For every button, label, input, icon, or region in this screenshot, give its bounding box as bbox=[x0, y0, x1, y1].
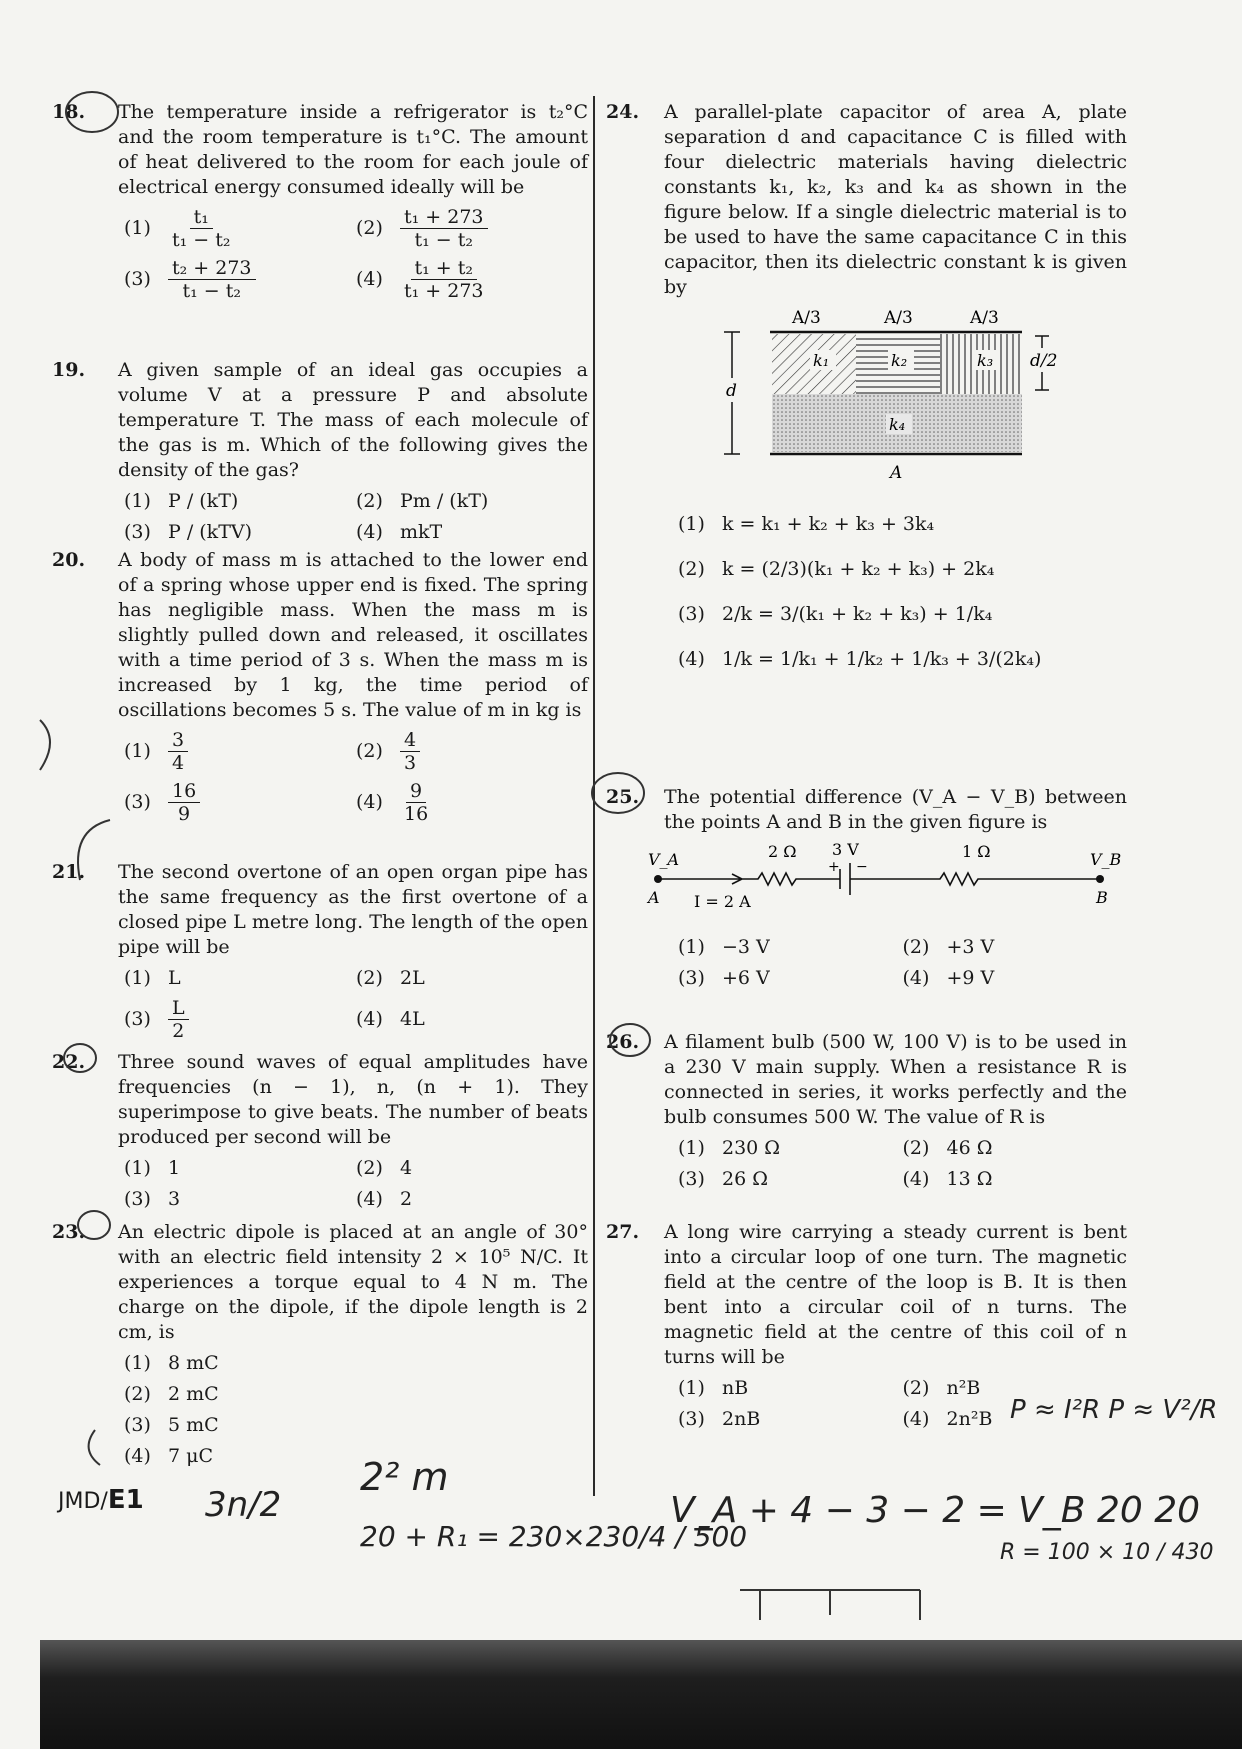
option-2: (2) Pm / (kT) bbox=[356, 490, 489, 512]
circle-mark bbox=[610, 1024, 650, 1056]
handwritten-note: 3n/2 bbox=[205, 1485, 282, 1525]
option-3: (3) $\frac{L}{2}$ bbox=[124, 997, 356, 1042]
option-3: (3) $\frac{\text{t₂ + 273}}{\text{t₁ − t₂}}$ bbox=[124, 257, 356, 302]
option-3: (3) 3 bbox=[124, 1188, 181, 1210]
pen-stroke bbox=[89, 1430, 100, 1465]
paper-code: JMD/E1 bbox=[58, 1485, 144, 1515]
label-d: d bbox=[726, 381, 737, 401]
label-k1: k₁ bbox=[813, 351, 830, 370]
label-current: I = 2 A bbox=[694, 892, 751, 911]
label-vb: V_B bbox=[1090, 850, 1122, 869]
label-k2: k₂ bbox=[891, 351, 908, 370]
pen-stroke bbox=[78, 820, 110, 880]
label-r2: 1 Ω bbox=[962, 842, 991, 861]
question-number: 24. bbox=[606, 101, 640, 123]
option-1: (1) k = k₁ + k₂ + k₃ + 3k₄ bbox=[678, 513, 935, 535]
question-text: The second overtone of an open organ pipe has the same frequency as the first overtone of a closed pipe L metre long. The length of the open pipe will be bbox=[118, 861, 588, 958]
question-text: The potential difference (V_A − V_B) between the points A and B in the given figure is bbox=[664, 786, 1127, 833]
option-4: (4) mkT bbox=[356, 521, 443, 543]
option-3: (3) P / (kTV) bbox=[124, 521, 252, 543]
option-4: (4) 13 Ω bbox=[902, 1168, 993, 1190]
option-3: (3) $\frac{16}{9}$ bbox=[124, 780, 356, 825]
label-k4: k₄ bbox=[889, 415, 906, 434]
question-text: Three sound waves of equal amplitudes have frequencies (n − 1), n, (n + 1). They superimpose to give beats. The number of beats produced per second will be bbox=[118, 1051, 588, 1148]
option-2: (2) 2 mC bbox=[124, 1383, 219, 1405]
circle-mark bbox=[64, 1044, 96, 1072]
question-number: 27. bbox=[606, 1221, 640, 1243]
handwritten-note: P ≈ I²R P ≈ V²/R bbox=[1010, 1395, 1218, 1425]
option-4: (4) 2 bbox=[356, 1188, 413, 1210]
fraction: $\frac{16}{9}$ bbox=[168, 780, 200, 825]
handwritten-note: 20 + R₁ = 230×230/4 / 500 bbox=[360, 1520, 748, 1553]
fraction: $\frac{3}{4}$ bbox=[168, 729, 188, 774]
question-number: 26. bbox=[606, 1031, 640, 1053]
label-k3: k₃ bbox=[977, 351, 994, 370]
option-1: (1) L bbox=[124, 967, 181, 989]
handwritten-note: R = 100 × 10 / 430 bbox=[1000, 1540, 1214, 1565]
label-b: B bbox=[1096, 888, 1108, 907]
option-2: (2) $\frac{\text{t₁ + 273}}{\text{t₁ − t₂}}$ bbox=[356, 206, 588, 251]
label-a3-2: A/3 bbox=[884, 308, 913, 328]
option-1: (1) 1 bbox=[124, 1157, 181, 1179]
label-d2: d/2 bbox=[1030, 351, 1058, 371]
option-3: (3) 26 Ω bbox=[678, 1168, 768, 1190]
option-4: (4) 7 μC bbox=[124, 1445, 214, 1467]
label-plus: + bbox=[828, 859, 840, 875]
fraction: $\frac{L}{2}$ bbox=[168, 997, 189, 1042]
option-4: (4) 1/k = 1/k₁ + 1/k₂ + 1/k₃ + 3/(2k₄) bbox=[678, 648, 1042, 670]
circle-mark bbox=[592, 773, 644, 813]
question-text: A filament bulb (500 W, 100 V) is to be used in a 230 V main supply. When a resistance R is connected in series, it works perfectly and the bulb consumes 500 W. The value of R is bbox=[664, 1031, 1127, 1128]
option-3: (3) 2/k = 3/(k₁ + k₂ + k₃) + 1/k₄ bbox=[678, 603, 993, 625]
label-a3-1: A/3 bbox=[792, 308, 821, 328]
option-4: (4) $\frac{9}{16}$ bbox=[356, 780, 588, 825]
option-2: (2) +3 V bbox=[902, 936, 995, 958]
label-emf: 3 V bbox=[832, 840, 859, 859]
pen-stroke bbox=[40, 720, 50, 770]
label-va: V_A bbox=[648, 850, 680, 869]
question-number: 21. bbox=[52, 861, 86, 883]
option-1: (1) P / (kT) bbox=[124, 490, 239, 512]
scan-edge bbox=[40, 1640, 1242, 1749]
question-number: 25. bbox=[606, 786, 640, 808]
circle-mark bbox=[78, 1211, 110, 1239]
fraction: $\frac{\text{t₁ + t₂}}{\text{t₁ + 273}}$ bbox=[404, 257, 484, 302]
question-number: 20. bbox=[52, 549, 86, 571]
pen-stroke bbox=[740, 1590, 920, 1620]
option-1: (1) $\frac{3}{4}$ bbox=[124, 729, 356, 774]
option-2: (2) $\frac{4}{3}$ bbox=[356, 729, 588, 774]
fraction: $\frac{9}{16}$ bbox=[404, 780, 429, 825]
fraction: $\frac{\text{t₂ + 273}}{\text{t₁ − t₂}}$ bbox=[168, 257, 256, 302]
label-a: A bbox=[648, 888, 660, 907]
question-number: 23. bbox=[52, 1221, 86, 1243]
question-text: A parallel-plate capacitor of area A, plate separation d and capacitance C is filled with four dielectric materials having dielectric constants k₁, k₂, k₃ and k₄ as shown in the figure below. If a single dielectric material is to be used to have the same capacitance C in this capacitor, then its dielectric constant k is given by bbox=[664, 101, 1127, 298]
option-1: (1) 8 mC bbox=[124, 1352, 219, 1374]
question-text: A long wire carrying a steady current is bent into a circular loop of one turn. The magnetic field at the centre of the loop is B. It is then bent into a circular coil of n turns. The magnetic field at the centre of this coil of n turns will be bbox=[664, 1221, 1127, 1368]
option-1: (1) −3 V bbox=[678, 936, 770, 958]
label-minus: − bbox=[856, 859, 868, 875]
question-number: 18. bbox=[52, 101, 86, 123]
question-text: A body of mass m is attached to the lower end of a spring whose upper end is fixed. The spring has negligible mass. When the mass m is slightly pulled down and released, it oscillates with a time period of 3 s. When the mass m is increased by 1 kg, the time period of oscillations becomes 5 s. The value of m in kg is bbox=[118, 549, 588, 721]
option-3: (3) 5 mC bbox=[124, 1414, 219, 1436]
option-1: (1) nB bbox=[678, 1377, 749, 1399]
label-r1: 2 Ω bbox=[768, 842, 797, 861]
circle-mark bbox=[66, 92, 118, 132]
fraction: $\frac{\text{t₁ + 273}}{\text{t₁ − t₂}}$ bbox=[400, 206, 488, 251]
fraction: $\frac{\text{t₁}}{\text{t₁ − t₂}}$ bbox=[172, 206, 231, 251]
option-2: (2) k = (2/3)(k₁ + k₂ + k₃) + 2k₄ bbox=[678, 558, 995, 580]
handwritten-note: 2² m bbox=[360, 1455, 449, 1499]
fraction: $\frac{4}{3}$ bbox=[400, 729, 420, 774]
option-1: (1) 230 Ω bbox=[678, 1137, 781, 1159]
option-4: (4) 2n²B bbox=[902, 1408, 993, 1430]
question-text: An electric dipole is placed at an angle of 30° with an electric field intensity 2 × 10⁵ N/C. It experiences a torque equal to 4 N m. The charge on the dipole, if the dipole length is 2 cm, is bbox=[118, 1221, 588, 1343]
option-1: (1) $\frac{\text{t₁}}{\text{t₁ − t₂}}$ bbox=[124, 206, 356, 251]
option-2: (2) n²B bbox=[902, 1377, 981, 1399]
option-2: (2) 2L bbox=[356, 967, 425, 989]
question-number: 22. bbox=[52, 1051, 86, 1073]
question-text: The temperature inside a refrigerator is t₂°C and the room temperature is t₁°C. The amount of heat delivered to the room for each joule of electrical energy consumed ideally will be bbox=[118, 101, 588, 198]
option-4: (4) +9 V bbox=[902, 967, 995, 989]
option-2: (2) 46 Ω bbox=[902, 1137, 993, 1159]
option-3: (3) 2nB bbox=[678, 1408, 761, 1430]
handwritten-note: V_A + 4 − 3 − 2 = V_B 20 20 bbox=[670, 1490, 1200, 1531]
option-2: (2) 4 bbox=[356, 1157, 413, 1179]
label-area: A bbox=[890, 463, 903, 483]
option-4: (4) 4L bbox=[356, 1008, 425, 1030]
option-3: (3) +6 V bbox=[678, 967, 770, 989]
question-text: A given sample of an ideal gas occupies a volume V at a pressure P and absolute temperature T. The mass of each molecule of the gas is m. Which of the following gives the density of the gas? bbox=[118, 359, 588, 481]
option-4: (4) $\frac{\text{t₁ + t₂}}{\text{t₁ + 273}}$ bbox=[356, 257, 588, 302]
label-a3-3: A/3 bbox=[970, 308, 999, 328]
question-number: 19. bbox=[52, 359, 86, 381]
